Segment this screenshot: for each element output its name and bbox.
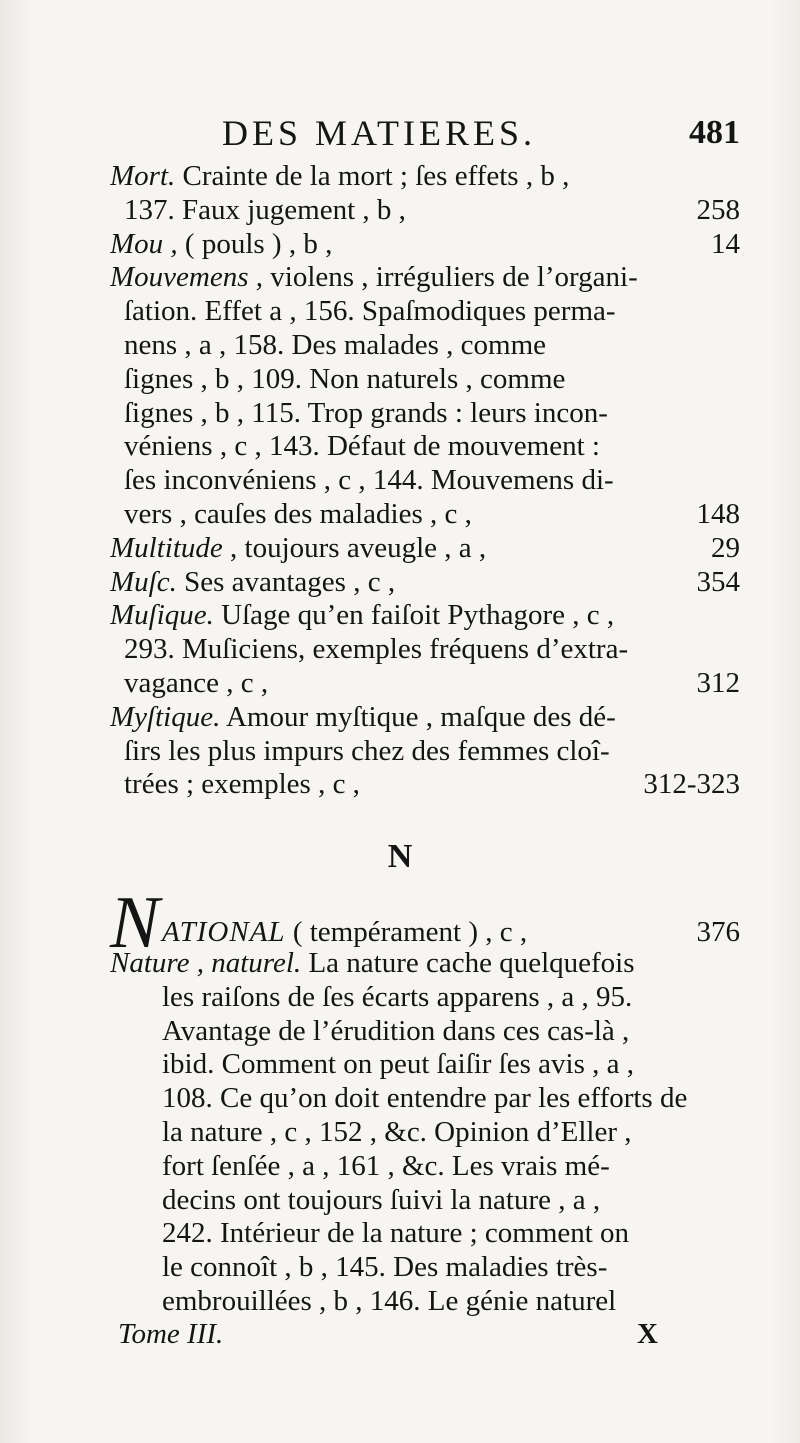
index-entry: [110, 599, 740, 700]
entry-text: ſirs les plus impurs chez des femmes cloî-: [124, 734, 610, 767]
index-line: [110, 363, 740, 397]
entry-text: Uſage qu’en faiſoit Pythagore , c ,: [213, 599, 615, 632]
running-title: DES MATIERES.: [222, 113, 537, 153]
entry-text: 242. Intérieur de la nature ; comment on: [162, 1217, 630, 1250]
entry-headword: Mort.: [110, 160, 176, 192]
index-entry: [110, 261, 740, 531]
index-line: [110, 599, 740, 633]
entry-text: Crainte de la mort ; ſes effets , b ,: [175, 160, 570, 192]
index-line: [110, 633, 740, 667]
entry-text: , toujours aveugle , a ,: [222, 531, 487, 564]
index-line: [110, 1250, 740, 1284]
entry-text: ſignes , b , 109. Non naturels , comme: [124, 362, 566, 395]
index-line: [110, 1149, 740, 1183]
index-line: [110, 1047, 740, 1081]
entry-text: 293. Muſiciens, exemples fréquens d’extra-: [124, 633, 629, 666]
entry-text: trées ; exemples , c ,: [124, 768, 360, 801]
index-line: [110, 329, 740, 363]
entry-page-ref: 376: [696, 916, 740, 948]
index-line: [110, 980, 740, 1014]
index-line: [110, 1216, 740, 1250]
entry-headword: Myſtique.: [110, 700, 221, 733]
entry-text: la nature , c , 152 , &c. Opinion d’Eller ,: [162, 1115, 632, 1148]
index-line: [110, 946, 740, 980]
index-entries-m: [110, 160, 740, 802]
entry-headword: Mouvemens ,: [110, 261, 264, 294]
entry-text: véniens , c , 143. Défaut de mouvement :: [124, 430, 600, 463]
entry-text: ſes inconvéniens , c , 144. Mouvemens di-: [124, 464, 614, 497]
index-line: [110, 768, 740, 802]
dropcap-letter: N: [110, 882, 160, 964]
entry-text: ( pouls ) , b ,: [177, 227, 333, 260]
entry-text: les raiſons de ſes écarts apparens , a , 95.: [162, 980, 633, 1013]
index-line: [110, 532, 740, 566]
entry-text: Ses avantages , c ,: [176, 565, 396, 598]
volume-signature: Tome III.: [118, 1318, 224, 1350]
index-entry: [110, 701, 740, 802]
index-line: [110, 1183, 740, 1217]
entry-page-ref: 148: [696, 497, 740, 530]
entry-headword: Muſique.: [110, 599, 214, 632]
index-line: [110, 498, 740, 532]
entry-text: violens , irréguliers de l’organi-: [263, 261, 638, 294]
entry-text: vers , cauſes des maladies , c ,: [124, 497, 472, 530]
entry-headword: Mou ,: [110, 227, 178, 260]
entry-text: ibid. Comment on peut ſaiſir ſes avis , a ,: [162, 1048, 634, 1081]
index-entry: [110, 160, 740, 228]
index-line: [110, 667, 740, 701]
index-line: [110, 261, 740, 295]
index-entry: [110, 532, 740, 566]
entry-text: ( tempérament ) , c ,: [292, 916, 528, 948]
index-line: [110, 701, 740, 735]
index-entry: [110, 228, 740, 262]
entry-text: Avantage de l’érudition dans ces cas-là ,: [162, 1014, 630, 1047]
entry-text: Amour myſtique , maſque des dé-: [220, 700, 616, 733]
index-line: [110, 397, 740, 431]
entry-page-ref: 29: [711, 531, 740, 564]
index-line: [110, 735, 740, 769]
section-letter: N: [387, 838, 413, 875]
index-line: [110, 228, 740, 262]
entry-headword: Muſc.: [110, 565, 177, 598]
entry-page-ref: 312: [696, 666, 740, 699]
running-header: [0, 112, 800, 162]
index-line: [110, 295, 740, 329]
index-line: [110, 1115, 740, 1149]
entry-text: fort ſenſée , a , 161 , &c. Les vrais mé-: [162, 1149, 610, 1182]
entry-text: decins ont toujours ſuivi la nature , a ,: [162, 1183, 601, 1216]
index-line: [110, 1014, 740, 1048]
entry-text: ſignes , b , 115. Trop grands : leurs incon-: [124, 396, 608, 429]
entry-text: le connoît , b , 145. Des maladies très-: [162, 1251, 608, 1284]
page-footer: [118, 1318, 658, 1354]
index-line: [110, 160, 740, 194]
index-line: [110, 464, 740, 498]
index-line: [110, 566, 740, 600]
entry-text: La nature cache quelquefois: [301, 947, 635, 979]
entry-text: ſation. Effet a , 156. Spaſmodiques perma-: [124, 295, 616, 328]
entry-text: 137. Faux jugement , b ,: [124, 193, 406, 226]
index-line: [110, 194, 740, 228]
entry-page-ref: 354: [696, 565, 740, 598]
entry-text: vagance , c ,: [124, 666, 269, 699]
entry-text: nens , a , 158. Des malades , comme: [124, 328, 547, 361]
entry-page-ref: 312-323: [643, 768, 740, 801]
entry-headword: ATIONAL: [162, 916, 286, 948]
index-line: [110, 430, 740, 464]
entry-page-ref: 258: [696, 193, 740, 226]
entry-headword: Nature , naturel.: [110, 947, 302, 979]
entry-page-ref: 14: [711, 227, 740, 260]
entry-text: 108. Ce qu’on doit entendre par les efforts de: [162, 1082, 688, 1115]
index-entry: [110, 566, 740, 600]
index-entry-nature: [110, 946, 740, 1318]
entry-headword: Multitude: [110, 531, 223, 564]
index-line: [110, 1284, 740, 1318]
page-number: 481: [689, 114, 740, 151]
gathering-signature: X: [637, 1318, 658, 1350]
entry-text: embrouillées , b , 146. Le génie naturel: [162, 1284, 617, 1317]
index-line: [110, 1081, 740, 1115]
